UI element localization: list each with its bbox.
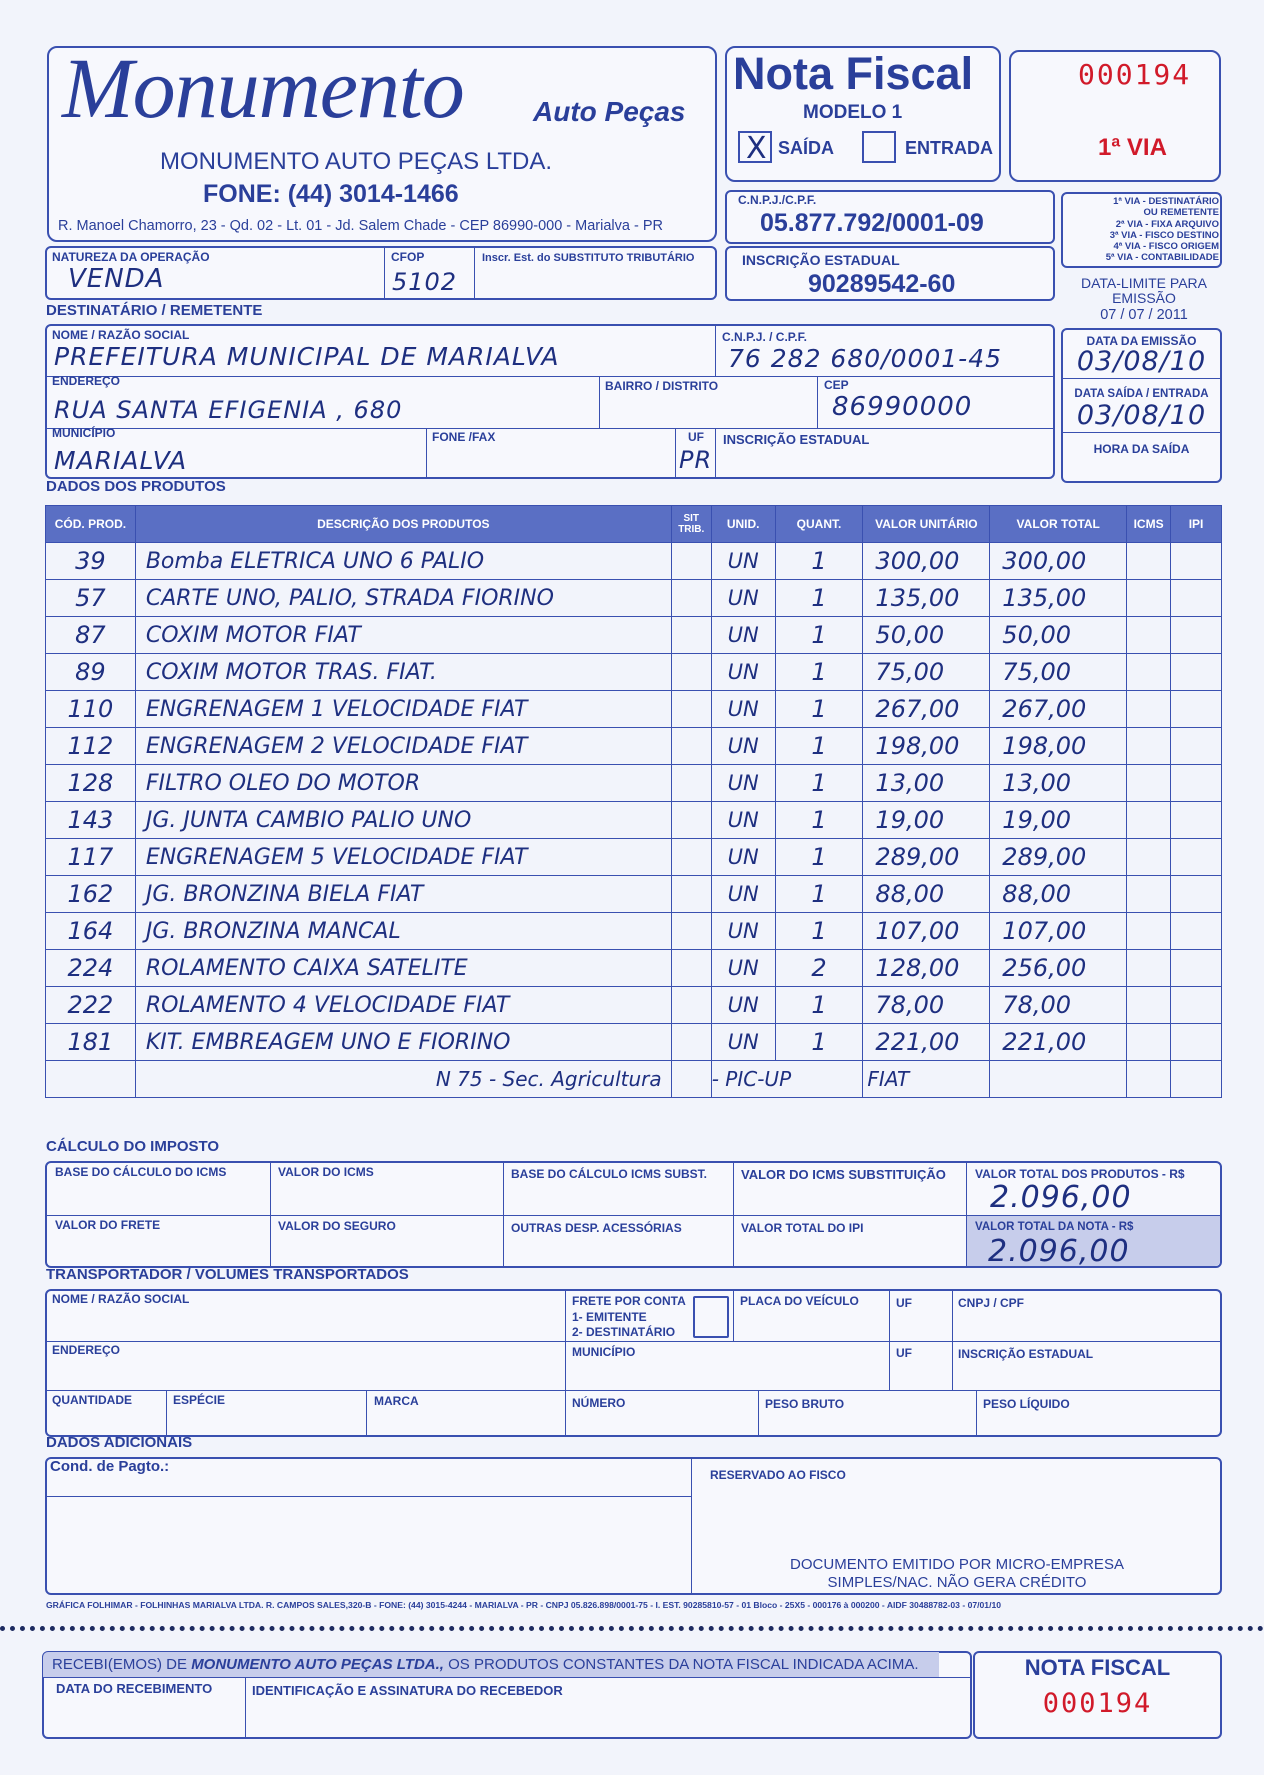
transporte-section: TRANSPORTADOR / VOLUMES TRANSPORTADOS [46, 1266, 409, 1283]
data-emissao-label: DATA DA EMISSÃO [1086, 334, 1197, 348]
subst-label: Inscr. Est. do SUBSTITUTO TRIBUTÁRIO [482, 252, 695, 264]
brand-logo: Monumento [62, 40, 464, 136]
via-line: OU REMETENTE [1143, 207, 1219, 219]
dest-nome-label: NOME / RAZÃO SOCIAL [52, 328, 190, 342]
base-icms-label: BASE DO CÁLCULO DO ICMS [55, 1165, 227, 1179]
cell-unid[interactable]: UN [711, 839, 775, 876]
cell-ipi [1171, 913, 1222, 950]
cell-unid[interactable]: UN [711, 950, 775, 987]
cell-cod[interactable]: 224 [46, 950, 136, 987]
cell-unid[interactable]: UN [711, 765, 775, 802]
dest-municipio-value[interactable]: MARIALVA [54, 446, 188, 475]
peso-bruto-label: PESO BRUTO [765, 1397, 845, 1411]
cell-desc[interactable]: KIT. EMBREAGEM UNO E FIORINO [135, 1024, 671, 1061]
reservado-label: RESERVADO AO FISCO [710, 1468, 846, 1482]
cell-icms [1127, 654, 1171, 691]
table-row [46, 987, 1222, 1024]
table-row-note [46, 1061, 1222, 1098]
cell-sit [671, 987, 711, 1024]
cell-vu[interactable]: 75,00 [863, 654, 990, 691]
dest-ie-label: INSCRIÇÃO ESTADUAL [723, 432, 870, 447]
cell-vu[interactable]: 107,00 [863, 913, 990, 950]
cell-ipi [1171, 728, 1222, 765]
col-cod: CÓD. PROD. [46, 506, 136, 543]
cell-vu[interactable]: 221,00 [863, 1024, 990, 1061]
destinatario-section: DESTINATÁRIO / REMETENTE [46, 302, 263, 319]
cell-vt[interactable]: 88,00 [990, 876, 1127, 913]
cell-unid[interactable]: UN [711, 987, 775, 1024]
transp-uf-label: UF [896, 1296, 912, 1310]
dest-bairro-label: BAIRRO / DISTRITO [605, 379, 719, 393]
cell-icms [1127, 913, 1171, 950]
cell-desc[interactable]: JG. JUNTA CAMBIO PALIO UNO [135, 802, 671, 839]
natureza-value[interactable]: VENDA [68, 264, 165, 294]
cell-cod[interactable]: 181 [46, 1024, 136, 1061]
table-row [46, 654, 1222, 691]
cell-vt[interactable]: 289,00 [990, 839, 1127, 876]
cell-desc[interactable]: ROLAMENTO CAIXA SATELITE [135, 950, 671, 987]
cell-vu[interactable]: 128,00 [863, 950, 990, 987]
note-vu[interactable]: FIAT [863, 1061, 990, 1098]
cell-quant[interactable]: 1 [775, 987, 863, 1024]
cell-cod[interactable]: 89 [46, 654, 136, 691]
dest-uf-value[interactable]: PR [679, 446, 713, 474]
cell-vt[interactable]: 13,00 [990, 765, 1127, 802]
cell-quant[interactable]: 2 [775, 950, 863, 987]
cell-icms [1127, 765, 1171, 802]
col-vt: VALOR TOTAL [990, 506, 1127, 543]
cell-sit [671, 617, 711, 654]
cell-desc[interactable]: ROLAMENTO 4 VELOCIDADE FIAT [135, 987, 671, 1024]
total-nota-value[interactable]: 2.096,00 [988, 1234, 1130, 1269]
cell-icms [1127, 543, 1171, 580]
via-line: 4ª VIA - FISCO ORIGEM [1113, 241, 1219, 253]
valor-icms-label: VALOR DO ICMS [278, 1165, 374, 1179]
doc-line2: SIMPLES/NAC. NÃO GERA CRÉDITO [827, 1574, 1087, 1591]
cfop-label: CFOP [391, 250, 425, 264]
col-icms: ICMS [1127, 506, 1171, 543]
cell-sit [671, 802, 711, 839]
cell-unid[interactable]: UN [711, 654, 775, 691]
table-header [46, 506, 1222, 543]
frete-label: VALOR DO FRETE [55, 1218, 161, 1232]
cell-quant[interactable]: 1 [775, 543, 863, 580]
cell-vt[interactable]: 19,00 [990, 802, 1127, 839]
ie-value: 90289542-60 [808, 270, 956, 298]
cfop-value[interactable]: 5102 [392, 268, 458, 296]
produtos-table [45, 505, 1222, 1098]
col-vu: VALOR UNITÁRIO [863, 506, 990, 543]
saida-mark: X [746, 131, 767, 166]
cell-quant[interactable]: 1 [775, 654, 863, 691]
cell-sit [671, 1024, 711, 1061]
cell-icms [1127, 802, 1171, 839]
doc-line1: DOCUMENTO EMITIDO POR MICRO-EMPRESA [790, 1556, 1124, 1573]
frete-checkbox[interactable] [693, 1296, 729, 1338]
data-limite-value: 07 / 07 / 2011 [1100, 307, 1188, 323]
cell-desc[interactable]: JG. BRONZINA MANCAL [135, 913, 671, 950]
cell-vt[interactable]: 300,00 [990, 543, 1127, 580]
numero-label: NÚMERO [572, 1396, 626, 1410]
cell-unid[interactable]: UN [711, 876, 775, 913]
table-row [46, 617, 1222, 654]
note-un[interactable]: - PIC-UP [711, 1061, 863, 1098]
col-ipi: IPI [1171, 506, 1222, 543]
hora-saida-label: HORA DA SAÍDA [1093, 442, 1190, 456]
col-quant: QUANT. [775, 506, 863, 543]
transp-ie-label: INSCRIÇÃO ESTADUAL [958, 1347, 1094, 1361]
cell-unid[interactable]: UN [711, 1024, 775, 1061]
cell-desc[interactable]: FILTRO OLEO DO MOTOR [135, 765, 671, 802]
cell-sit [671, 691, 711, 728]
cell-vu[interactable]: 267,00 [863, 691, 990, 728]
cell-vt[interactable]: 75,00 [990, 654, 1127, 691]
table-row [46, 802, 1222, 839]
company-address: R. Manoel Chamorro, 23 - Qd. 02 - Lt. 01 - Jd. Salem Chade - CEP 86990-000 - Marialva - PR [58, 218, 663, 234]
cell-ipi [1171, 839, 1222, 876]
seguro-label: VALOR DO SEGURO [278, 1219, 396, 1233]
canhoto-nf-title: NOTA FISCAL [1024, 1655, 1171, 1680]
natureza-label: NATUREZA DA OPERAÇÃO [52, 250, 210, 264]
col-desc: DESCRIÇÃO DOS PRODUTOS [135, 506, 671, 543]
table-row [46, 1024, 1222, 1061]
cnpj-label: C.N.P.J./C.P.F. [738, 193, 817, 207]
quantidade-label: QUANTIDADE [52, 1393, 132, 1407]
cell-vu[interactable]: 198,00 [863, 728, 990, 765]
cell-vu[interactable]: 13,00 [863, 765, 990, 802]
via-line: 2ª VIA - FIXA ARQUIVO [1115, 218, 1219, 230]
imposto-section: CÁLCULO DO IMPOSTO [46, 1138, 220, 1155]
cell-vt[interactable]: 198,00 [990, 728, 1127, 765]
transp-cnpj-label: CNPJ / CPF [958, 1296, 1025, 1310]
table-row [46, 950, 1222, 987]
cell-unid[interactable]: UN [711, 543, 775, 580]
cell-quant[interactable]: 1 [775, 691, 863, 728]
cell-vt[interactable]: 221,00 [990, 1024, 1127, 1061]
cell-unid[interactable]: UN [711, 691, 775, 728]
col-sit: SIT TRIB. [671, 506, 711, 543]
cell-ipi [1171, 617, 1222, 654]
cell-icms [1127, 987, 1171, 1024]
cell-vt[interactable]: 256,00 [990, 950, 1127, 987]
cell-ipi [1171, 876, 1222, 913]
cell-cod[interactable]: 222 [46, 987, 136, 1024]
dest-uf-label: UF [688, 430, 704, 444]
cell-sit [671, 728, 711, 765]
cell-cod[interactable]: 162 [46, 876, 136, 913]
data-recebimento-label: DATA DO RECEBIMENTO [56, 1681, 213, 1696]
cell-quant[interactable]: 1 [775, 913, 863, 950]
table-row [46, 580, 1222, 617]
cell-cod[interactable]: 143 [46, 802, 136, 839]
cell-unid[interactable]: UN [711, 580, 775, 617]
cell-vt[interactable]: 78,00 [990, 987, 1127, 1024]
dest-cnpj-value[interactable]: 76 282 680/0001-45 [728, 344, 1003, 373]
company-phone: FONE: (44) 3014-1466 [203, 180, 459, 208]
entrada-checkbox[interactable] [862, 131, 896, 163]
canhoto-nf-number: 000194 [1042, 1688, 1153, 1719]
total-produtos-value[interactable]: 2.096,00 [990, 1180, 1132, 1215]
col-unid: UNID. [711, 506, 775, 543]
grafica-footer: GRÁFICA FOLHIMAR - FOLHINHAS MARIALVA LTDA. R. CAMPOS SALES,320-B - FONE: (44) 3015-4244 - MARIALVA - PR - CNPJ 05.826.898/0001-75 - I. EST. 90285810-57 - 01 Bloco - 25X5 - 000176 à 000200 - AIDF 30488782-03 - 07/01/10 [46, 1600, 1002, 1610]
data-saida-value[interactable]: 03/08/10 [1076, 400, 1207, 431]
dest-fone-label: FONE /FAX [432, 430, 496, 444]
cell-icms [1127, 617, 1171, 654]
table-row [46, 543, 1222, 580]
cell-icms [1127, 728, 1171, 765]
perforation-line [0, 1626, 1264, 1631]
entrada-label: ENTRADA [905, 138, 993, 158]
cell-cod[interactable]: 87 [46, 617, 136, 654]
cell-ipi [1171, 987, 1222, 1024]
dest-cep-value[interactable]: 86990000 [832, 392, 973, 422]
cell-vt[interactable]: 107,00 [990, 913, 1127, 950]
cell-unid[interactable]: UN [711, 617, 775, 654]
via-line: 5ª VIA - CONTABILIDADE [1105, 252, 1219, 264]
cell-icms [1127, 1024, 1171, 1061]
adicionais-section: DADOS ADICIONAIS [46, 1434, 193, 1451]
cell-ipi [1171, 580, 1222, 617]
recebemos-company: MONUMENTO AUTO PEÇAS LTDA., [191, 1656, 444, 1673]
cell-cod[interactable]: 117 [46, 839, 136, 876]
cell-vu[interactable]: 135,00 [863, 580, 990, 617]
cell-icms [1127, 839, 1171, 876]
cell-vu[interactable]: 88,00 [863, 876, 990, 913]
table-row [46, 691, 1222, 728]
cell-cod[interactable]: 110 [46, 691, 136, 728]
company-name: MONUMENTO AUTO PEÇAS LTDA. [160, 148, 553, 175]
cell-quant[interactable]: 1 [775, 765, 863, 802]
table-row [46, 728, 1222, 765]
cell-ipi [1171, 802, 1222, 839]
cell-cod[interactable]: 39 [46, 543, 136, 580]
cell-quant[interactable]: 1 [775, 728, 863, 765]
cell-sit [671, 839, 711, 876]
cell-vt[interactable]: 135,00 [990, 580, 1127, 617]
cell-cod[interactable]: 112 [46, 728, 136, 765]
cell-sit [671, 580, 711, 617]
base-subst-label: BASE DO CÁLCULO ICMS SUBST. [511, 1167, 708, 1181]
cell-desc[interactable]: CARTE UNO, PALIO, STRADA FIORINO [135, 580, 671, 617]
data-limite-label: DATA-LIMITE PARA EMISSÃO [1080, 275, 1207, 306]
cell-desc[interactable]: ENGRENAGEM 2 VELOCIDADE FIAT [135, 728, 671, 765]
marca-label: MARCA [374, 1394, 419, 1408]
frete-conta-label: FRETE POR CONTA [572, 1294, 686, 1308]
via-line: 3ª VIA - FISCO DESTINO [1109, 229, 1219, 241]
recebemos-post: OS PRODUTOS CONSTANTES DA NOTA FISCAL INDICADA ACIMA. [448, 1656, 919, 1673]
cell-sit [671, 950, 711, 987]
cell-ipi [1171, 765, 1222, 802]
dest-endereco-value[interactable]: RUA SANTA EFIGENIA , 680 [54, 396, 403, 424]
recebemos-pre: RECEBI(EMOS) DE [52, 1656, 188, 1673]
cell-cod[interactable]: 57 [46, 580, 136, 617]
transp-uf2-label: UF [896, 1346, 912, 1360]
saida-checkbox[interactable] [738, 131, 772, 166]
via-line: 1ª VIA - DESTINATÁRIO [1113, 196, 1219, 207]
cell-icms [1127, 950, 1171, 987]
valor-subst-label: VALOR DO ICMS SUBSTITUIÇÃO [741, 1167, 946, 1182]
cell-vu[interactable]: 300,00 [863, 543, 990, 580]
produtos-section: DADOS DOS PRODUTOS [46, 478, 226, 495]
dest-endereco-label: ENDEREÇO [52, 374, 121, 388]
table-row [46, 913, 1222, 950]
cell-vu[interactable]: 50,00 [863, 617, 990, 654]
ie-label: INSCRIÇÃO ESTADUAL [742, 252, 900, 268]
cell-sit [671, 765, 711, 802]
table-row [46, 765, 1222, 802]
cell-unid[interactable]: UN [711, 728, 775, 765]
vias-list [1064, 196, 1219, 264]
cell-icms [1127, 691, 1171, 728]
dest-nome-value[interactable]: PREFEITURA MUNICIPAL DE MARIALVA [54, 342, 560, 371]
cell-quant[interactable]: 1 [775, 839, 863, 876]
outras-label: OUTRAS DESP. ACESSÓRIAS [511, 1221, 682, 1235]
cell-quant[interactable]: 1 [775, 617, 863, 654]
dest-municipio-label: MUNICÍPIO [52, 426, 116, 440]
table-row [46, 839, 1222, 876]
cell-sit [671, 913, 711, 950]
cell-unid[interactable]: UN [711, 802, 775, 839]
cell-cod[interactable]: 128 [46, 765, 136, 802]
total-produtos-label: VALOR TOTAL DOS PRODUTOS - R$ [975, 1167, 1185, 1181]
transp-municipio-label: MUNICÍPIO [572, 1345, 636, 1359]
cell-desc[interactable]: Bomba ELETRICA UNO 6 PALIO [135, 543, 671, 580]
cell-cod[interactable]: 164 [46, 913, 136, 950]
dest-cep-label: CEP [824, 378, 849, 392]
cell-desc[interactable]: COXIM MOTOR TRAS. FIAT. [135, 654, 671, 691]
ipi-label: VALOR TOTAL DO IPI [741, 1221, 864, 1235]
brand-suffix: Auto Peças [533, 96, 686, 127]
cond-pagto-label: Cond. de Pagto.: [50, 1458, 170, 1475]
cell-ipi [1171, 950, 1222, 987]
cell-quant[interactable]: 1 [775, 876, 863, 913]
saida-label: SAÍDA [778, 138, 835, 158]
cell-vu[interactable]: 78,00 [863, 987, 990, 1024]
recebemos-text [52, 1656, 919, 1673]
cell-vu[interactable]: 289,00 [863, 839, 990, 876]
total-nota-label: VALOR TOTAL DA NOTA - R$ [975, 1221, 1134, 1233]
note-desc[interactable]: N 75 - Sec. Agricultura [135, 1061, 671, 1098]
placa-label: PLACA DO VEÍCULO [740, 1294, 859, 1308]
cell-quant[interactable]: 1 [775, 1024, 863, 1061]
cell-sit [671, 654, 711, 691]
cell-ipi [1171, 654, 1222, 691]
nf-model: MODELO 1 [803, 102, 903, 123]
cell-desc[interactable]: ENGRENAGEM 1 VELOCIDADE FIAT [135, 691, 671, 728]
cell-desc[interactable]: JG. BRONZINA BIELA FIAT [135, 876, 671, 913]
especie-label: ESPÉCIE [173, 1393, 226, 1407]
nf-number: 000194 [1078, 58, 1192, 91]
cell-vt[interactable]: 267,00 [990, 691, 1127, 728]
cell-ipi [1171, 1024, 1222, 1061]
table-row [46, 876, 1222, 913]
frete-2-label: 2- DESTINATÁRIO [572, 1325, 676, 1339]
cell-quant[interactable]: 1 [775, 580, 863, 617]
cell-desc[interactable]: ENGRENAGEM 5 VELOCIDADE FIAT [135, 839, 671, 876]
cell-quant[interactable]: 1 [775, 802, 863, 839]
cell-vu[interactable]: 19,00 [863, 802, 990, 839]
peso-liquido-label: PESO LÍQUIDO [983, 1397, 1070, 1411]
cell-ipi [1171, 543, 1222, 580]
cell-sit [671, 543, 711, 580]
cell-vt[interactable]: 50,00 [990, 617, 1127, 654]
nf-via: 1ª VIA [1098, 134, 1167, 161]
identificacao-label: IDENTIFICAÇÃO E ASSINATURA DO RECEBEDOR [252, 1683, 563, 1698]
cell-sit [671, 876, 711, 913]
cell-unid[interactable]: UN [711, 913, 775, 950]
cell-desc[interactable]: COXIM MOTOR FIAT [135, 617, 671, 654]
transp-endereco-label: ENDEREÇO [52, 1343, 121, 1357]
cell-icms [1127, 580, 1171, 617]
transp-nome-label: NOME / RAZÃO SOCIAL [52, 1292, 190, 1306]
cnpj-value: 05.877.792/0001-09 [760, 209, 984, 237]
frete-1-label: 1- EMITENTE [572, 1310, 647, 1324]
cell-ipi [1171, 691, 1222, 728]
dest-cnpj-label: C.N.P.J. / C.P.F. [722, 330, 807, 344]
cell-icms [1127, 876, 1171, 913]
nf-title: Nota Fiscal [733, 48, 974, 99]
data-emissao-value[interactable]: 03/08/10 [1076, 346, 1207, 377]
data-saida-label: DATA SAÍDA / ENTRADA [1074, 388, 1209, 400]
